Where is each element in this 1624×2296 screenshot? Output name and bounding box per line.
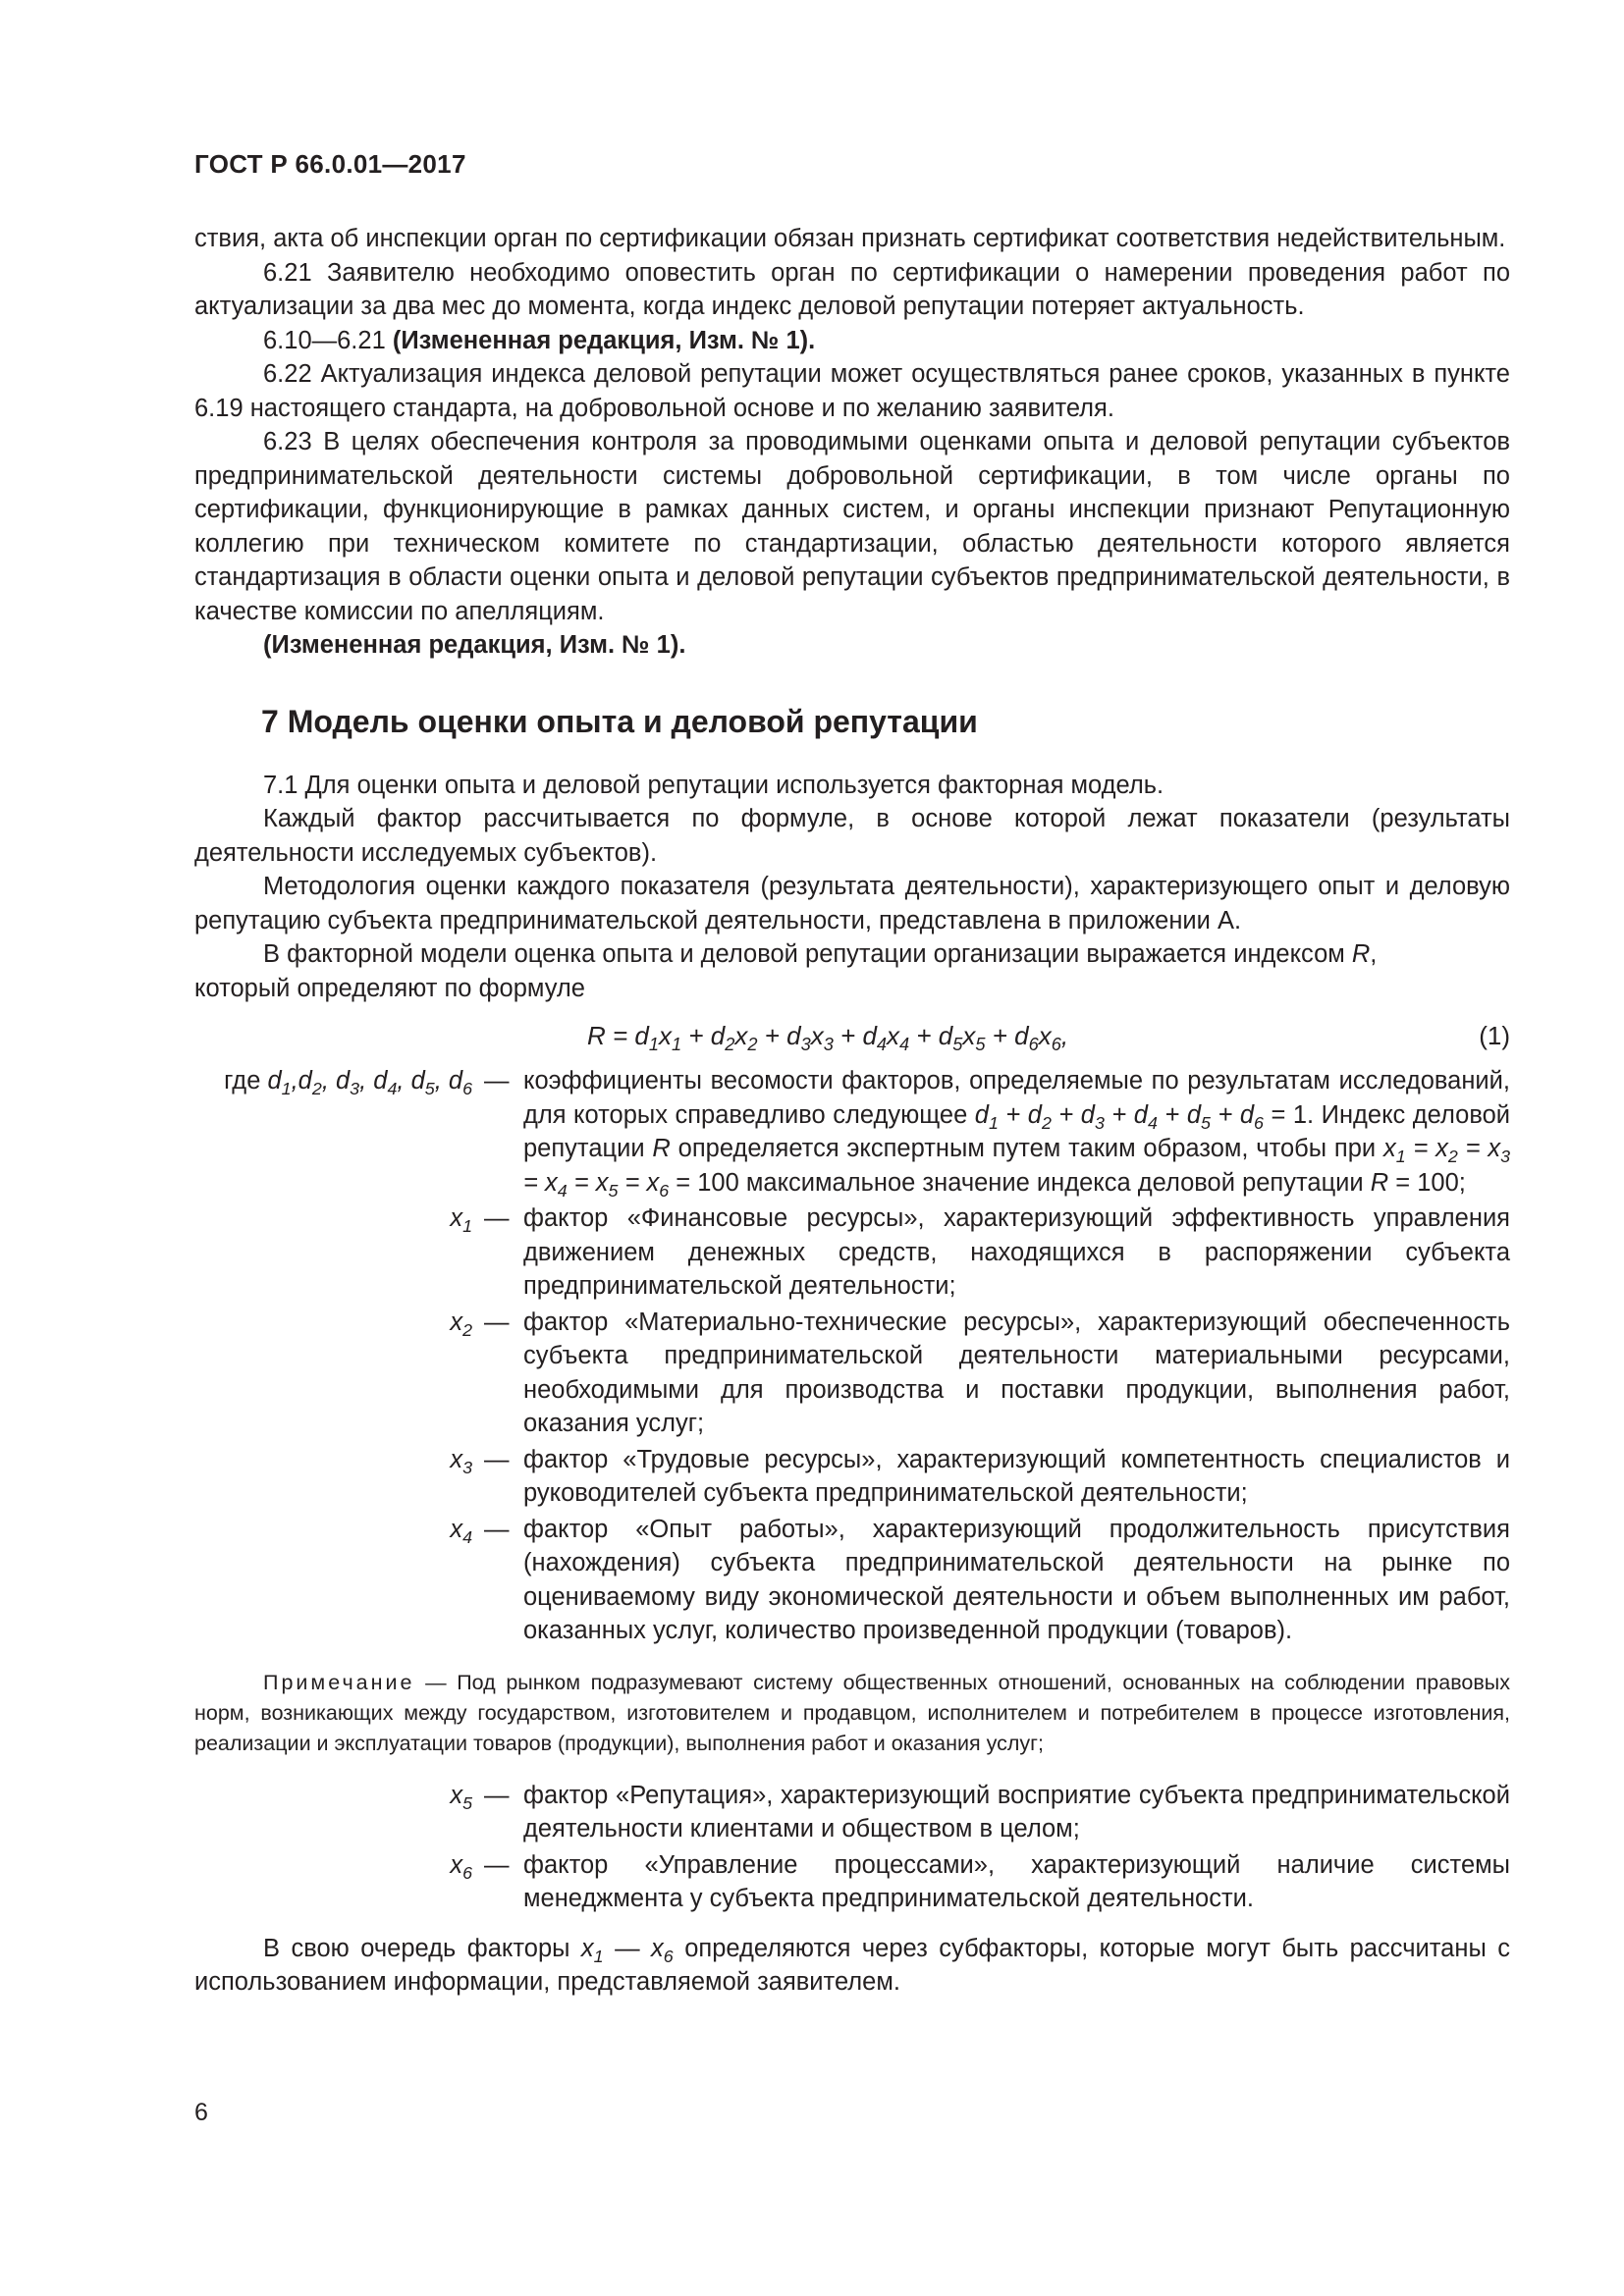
note-label: Примечание <box>263 1670 415 1694</box>
section-title: 7 Модель оценки опыта и деловой репутации <box>261 703 978 739</box>
paragraph-subfactors: В свою очередь факторы $x_1$ — $x_6$ определяются через субфакторы, которые могут быть рассчитаны с использованием информации, представляемой заявителем. <box>194 1934 1510 1996</box>
definition-x5: $x_5$ — фактор «Репутация», характеризующий восприятие субъекта предпринимательской деятельности клиентами и обществом в целом; <box>450 1781 1510 1842</box>
note-text: — Под рынком подразумевают систему общественных отношений, основанных на соблюдении правовых норм, возникающих между государством, изготовителем и продавцом, исполнителем и потребителем в процессе изготовления, реализации и эксплуатации товаров (продукции), выполнения работ и оказания услуг; <box>194 1670 1510 1755</box>
definition-x4: $x_4$ — фактор «Опыт работы», характеризующий продолжительность присутствия (нахождения) субъекта предпринимательской деятельности на рынке по оцениваемому виду экономической деятельности и объем выполненных им работ, оказанных услуг, количество произведенной продукции (товаров). <box>450 1515 1510 1644</box>
definition-d: где $d_1,d_2$, $d_3$, $d_4$, $d_5$, $d_6$ — коэффициенты весомости факторов, определяемые по результатам исследований, для которых справедливо следующее $d_1 + d_2 + d_3 + d_4 + d_5 + d_6 = 1$. Индекс деловой репутации R определяется экспертным путем таким образом, чтобы при $x_1 = x_2 = x_3 = x_4 = x_5 = x_6 = 100$ максимальное значение индекса деловой репутации R = 100; <box>194 1064 1510 1200</box>
paragraph-6-22: 6.22 Актуализация индекса деловой репутации может осуществляться ранее сроков, указанных в пункте 6.19 настоящего стандарта, на добровольной основе и по желанию заявителя. <box>194 360 1510 422</box>
definition-x1: $x_1$ — фактор «Финансовые ресурсы», характеризующий эффективность управления движением денежных средств, находящихся в распоряжении субъекта предпринимательской деятельности; <box>450 1204 1510 1300</box>
definition-x6: $x_6$ — фактор «Управление процессами», характеризующий наличие системы менеджмента у субъекта предпринимательской деятельности. <box>450 1850 1510 1912</box>
paragraph-revision-note-2 <box>194 628 1510 663</box>
definitions-list <box>194 1064 1510 1648</box>
definitions-list-2 <box>194 1779 1510 1916</box>
document-header: ГОСТ Р 66.0.01—2017 <box>194 149 466 179</box>
note <box>194 1668 1510 1759</box>
var-r: R <box>1351 940 1371 968</box>
revision-range: 6.10—6.21 <box>263 326 393 354</box>
definition-x2: $x_2$ — фактор «Материально-технические ресурсы», характеризующий обеспеченность субъекта предпринимательской деятельности материальными ресурсами, необходимыми для производства и поставки продукции, выполнения работ, оказания услуг; <box>450 1308 1510 1437</box>
paragraph-6-21: 6.21 Заявителю необходимо оповестить орган по сертификации о намерении проведения работ по актуализации за два мес до момента, когда индекс деловой репутации потеряет актуальность. <box>194 258 1510 320</box>
page-number: 6 <box>194 2099 208 2126</box>
page-content <box>194 222 1510 2000</box>
definition-x3: $x_3$ — фактор «Трудовые ресурсы», характеризующий компетентность специалистов и руководителей субъекта предпринимательской деятельности; <box>450 1445 1510 1507</box>
formula-1 <box>194 1013 1510 1058</box>
paragraph-6-23: 6.23 В целях обеспечения контроля за проводимыми оценками опыта и деловой репутации субъектов предпринимательской деятельности системы добровольной сертификации, в том числе органы по сертификации, функционирующие в рамках данных систем, и органы инспекции признают Репутационную коллегию при техническом комитете по стандартизации, областью деятельности которого является стандартизация в области оценки опыта и деловой репутации субъектов предпринимательской деятельности, в качестве комиссии по апелляциям. <box>194 428 1510 625</box>
paragraph-revision-note <box>194 324 1510 358</box>
formula-number: (1) <box>1479 1021 1510 1050</box>
revision-label: (Измененная редакция, Изм. № 1). <box>263 631 686 659</box>
definition-text: коэффициенты весомости факторов, определяемые по результатам исследований, для которых справедливо следующее $d_1 + d_2 + d_3 + d_4 + d_5 + d_6 = 1$. Индекс деловой репутации R определяется экспертным путем таким образом, чтобы при $x_1 = x_2 = x_3 = x_4 = x_5 = x_6 = 100$ максимальное значение индекса деловой репутации R = 100; <box>523 1067 1511 1201</box>
paragraph-formula-intro: который определяют по формуле <box>194 974 585 1002</box>
formula-expression: $R = d_1x_1 + d_2x_2 + d_3x_3 + d_4x_4 + d_5x_5 + d_6x_6$, <box>587 1021 1069 1054</box>
paragraph-methodology: Методология оценки каждого показателя (результата деятельности), характеризующего опыт и деловую репутацию субъекта предпринимательской деятельности, представлена в приложении А. <box>194 873 1510 934</box>
revision-label: (Измененная редакция, Изм. № 1). <box>392 326 816 354</box>
paragraph-continuation: ствия, акта об инспекции орган по сертификации обязан признать сертификат соответствия недействительным. <box>194 225 1506 252</box>
paragraph-factor: Каждый фактор рассчитывается по формуле, в основе которой лежат показатели (результаты деятельности исследуемых субъектов). <box>194 805 1510 867</box>
definition-symbol: где $d_1,d_2$, $d_3$, $d_4$, $d_5$, $d_6$ <box>224 1067 472 1098</box>
paragraph-index-r: В факторной модели оценка опыта и деловой репутации организации выражается индексом R, <box>263 940 1378 968</box>
paragraph-7-1: 7.1 Для оценки опыта и деловой репутации используется факторная модель. <box>263 771 1164 799</box>
